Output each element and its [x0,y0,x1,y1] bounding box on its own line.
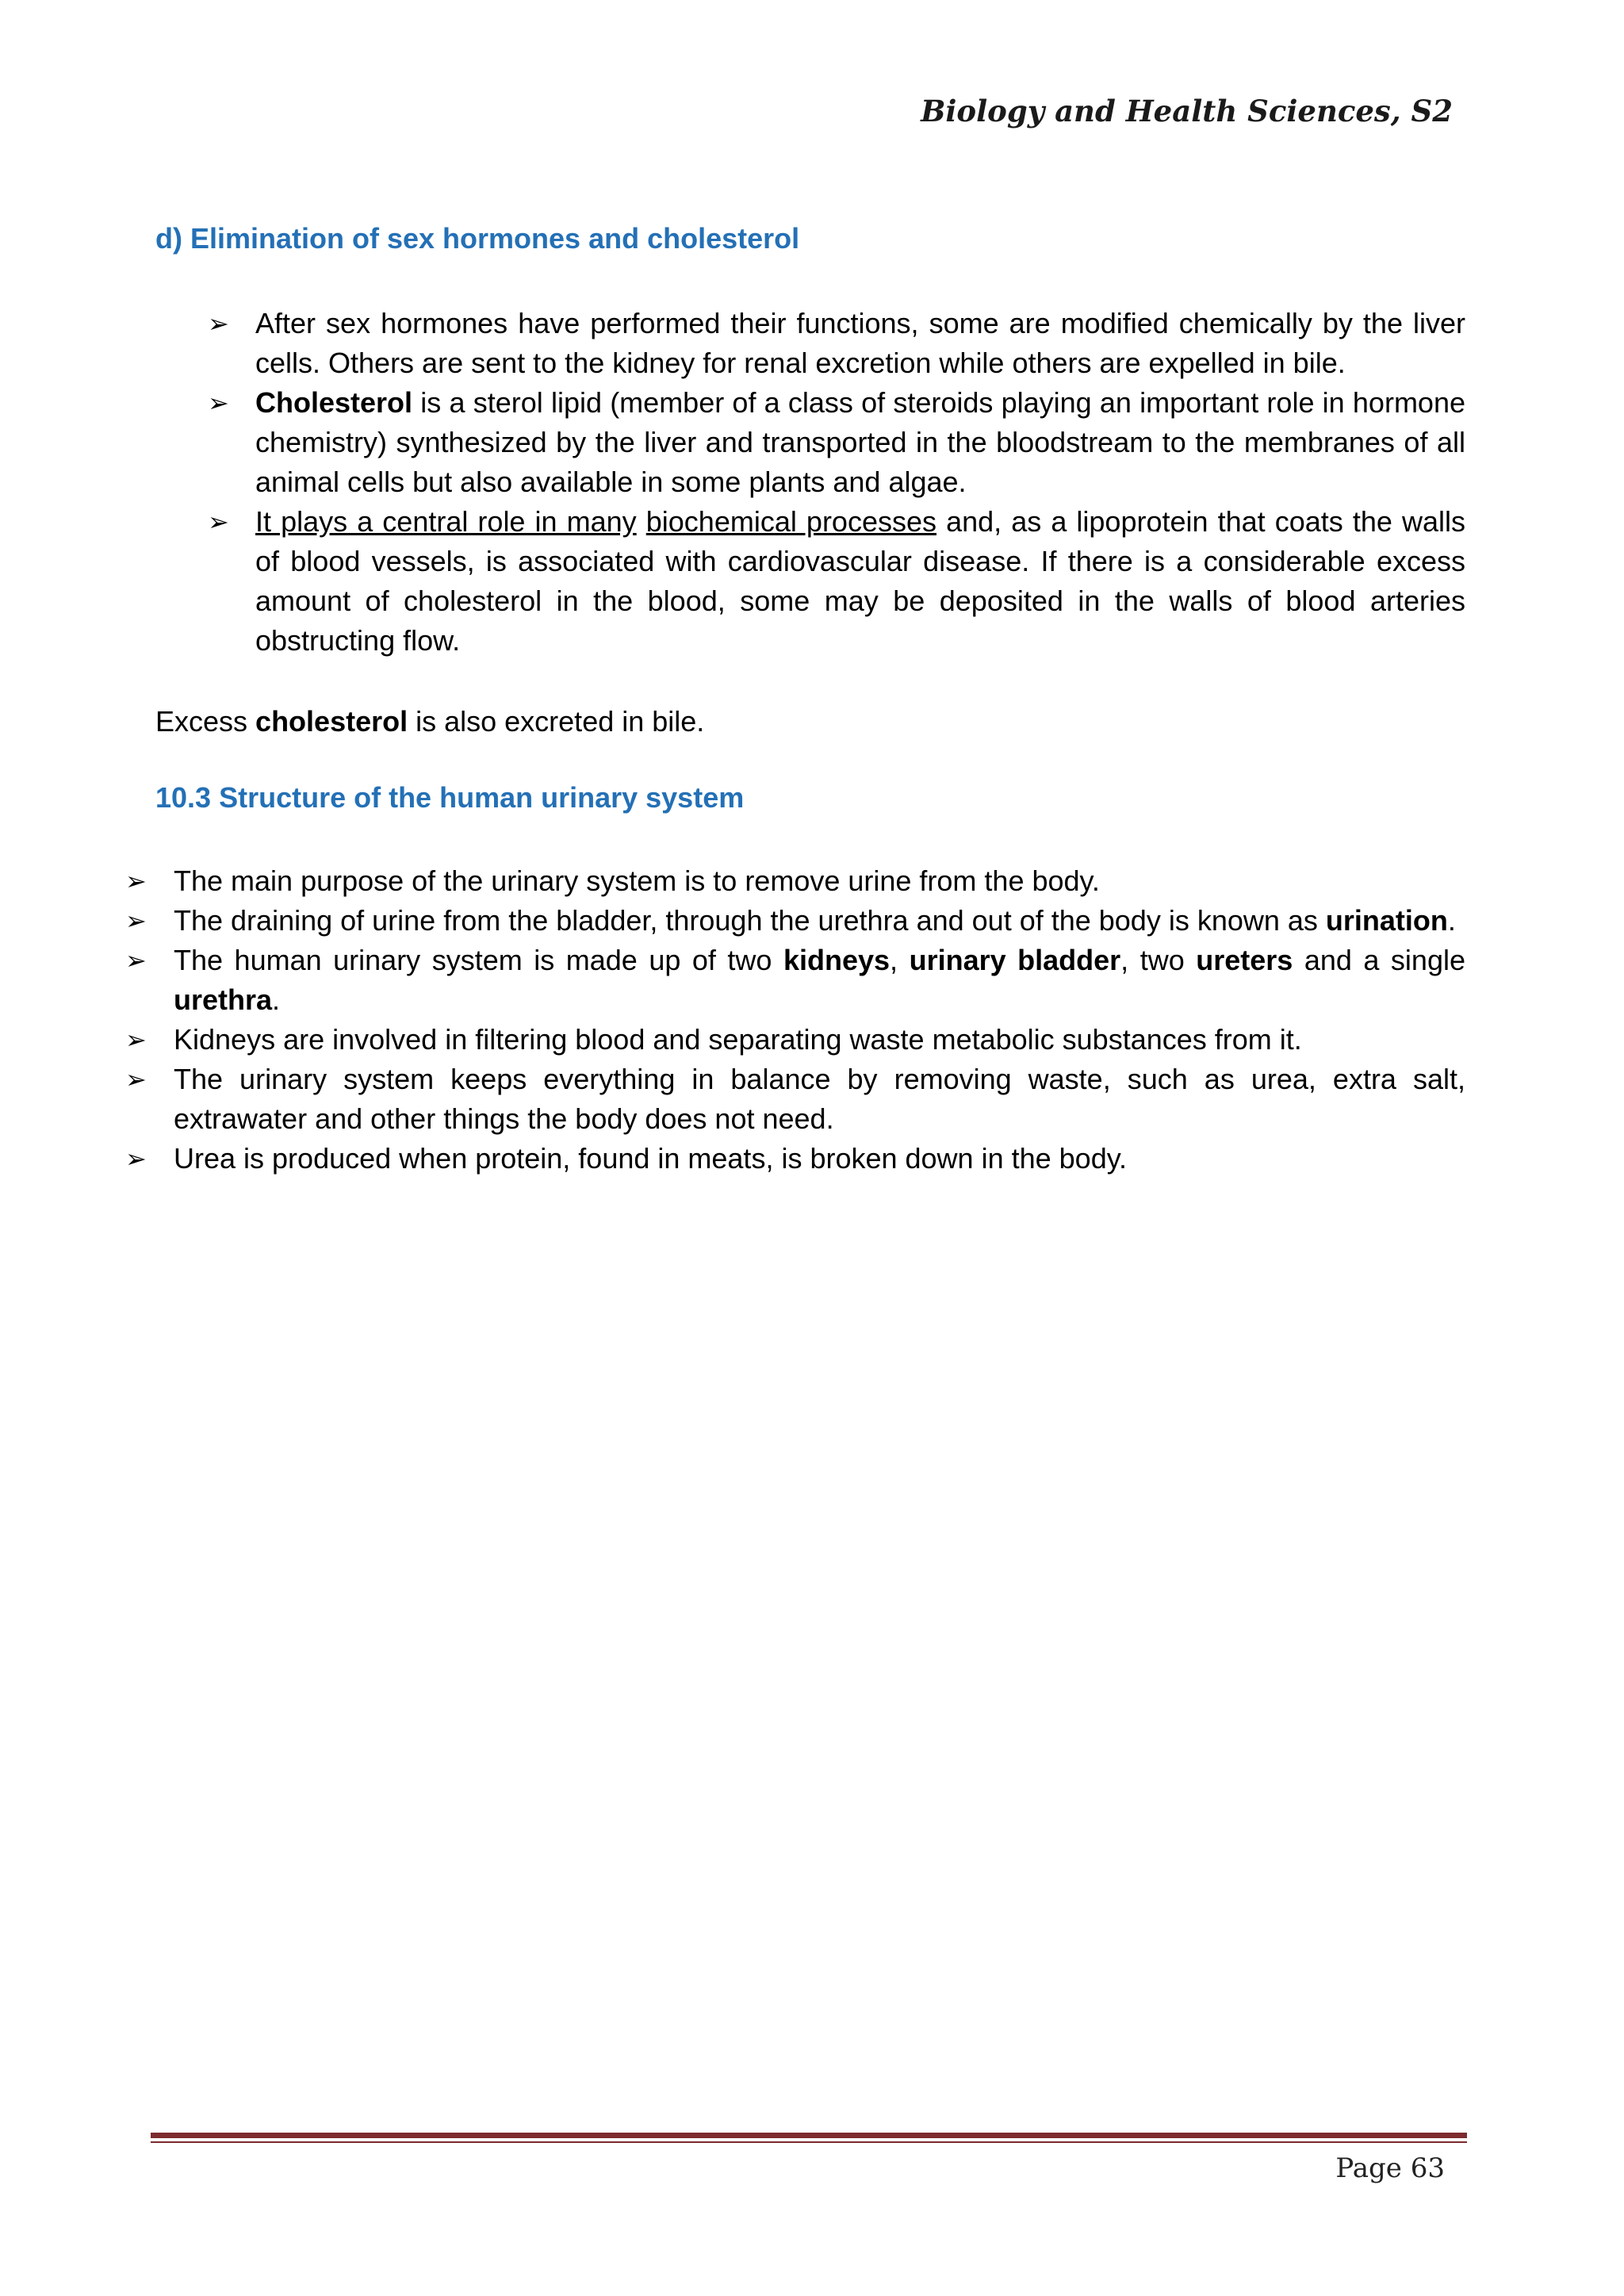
footer-divider-thick [151,2133,1467,2138]
section-heading-elimination: d) Elimination of sex hormones and cholesterol [155,222,800,255]
underlined-phrase: biochemical processes [645,505,936,538]
bullet-text: Kidneys are involved in filtering blood and separating waste metabolic substances from it. [174,1023,1302,1056]
arrow-bullet-icon: ➢ [125,1144,147,1174]
arrow-bullet-icon: ➢ [125,866,147,896]
elimination-bullet-list [208,304,1465,661]
list-item [208,383,1465,502]
list-item [208,304,1465,383]
list-item [125,941,1465,1020]
arrow-bullet-icon: ➢ [125,906,147,936]
footer-divider-thin [151,2141,1467,2143]
bold-term: Cholesterol [255,386,413,419]
arrow-bullet-icon: ➢ [208,309,229,339]
cholesterol-paragraph: Excess cholesterol is also excreted in bile. [155,705,705,738]
arrow-bullet-icon: ➢ [208,507,229,537]
list-item [125,901,1465,941]
bullet-text: The human urinary system is made up of two kidneys, urinary bladder, two ureters and a single urethra. [174,944,1465,1016]
urinary-bullet-list [125,861,1465,1179]
bold-term: urinary bladder [909,944,1121,976]
list-item [125,1020,1465,1060]
arrow-bullet-icon: ➢ [125,1025,147,1055]
bold-term: urethra [174,983,273,1016]
arrow-bullet-icon: ➢ [125,1064,147,1094]
bullet-text: The urinary system keeps everything in balance by removing waste, such as urea, extra salt, extrawater and other things the body does not need. [174,1063,1465,1135]
bold-term: cholesterol [255,705,408,738]
page-header-title: Biology and Health Sciences, S2 [921,94,1453,128]
bold-term: ureters [1196,944,1293,976]
list-item [208,502,1465,661]
list-item [125,1060,1465,1139]
bold-term: urination [1325,904,1448,937]
bullet-text: It plays a central role in many biochemical processes and, as a lipoprotein that coats the walls of blood vessels, is associated with cardiovascular disease. If there is a considerable excess amount of cholesterol in the blood, some may be deposited in the walls of blood arteries obstructing flow. [255,505,1465,657]
bold-term: kidneys [783,944,891,976]
list-item [125,1139,1465,1179]
bullet-text: After sex hormones have performed their functions, some are modified chemically by the liver cells. Others are sent to the kidney for renal excretion while others are expelled in bile. [255,307,1465,379]
arrow-bullet-icon: ➢ [125,945,147,976]
bullet-text: Urea is produced when protein, found in meats, is broken down in the body. [174,1142,1128,1175]
arrow-bullet-icon: ➢ [208,388,229,418]
page-number: Page 63 [1335,2152,1445,2184]
list-item [125,861,1465,901]
section-heading-urinary-system: 10.3 Structure of the human urinary system [155,781,745,814]
bullet-text: The draining of urine from the bladder, through the urethra and out of the body is known as urination. [174,904,1456,937]
bullet-text: The main purpose of the urinary system is to remove urine from the body. [174,864,1100,897]
bullet-text: Cholesterol is a sterol lipid (member of a class of steroids playing an important role in hormone chemistry) synthesized by the liver and transported in the bloodstream to the membranes of all animal cells but also available in some plants and algae. [255,386,1465,498]
underlined-phrase: It plays a central role in many [255,505,637,538]
